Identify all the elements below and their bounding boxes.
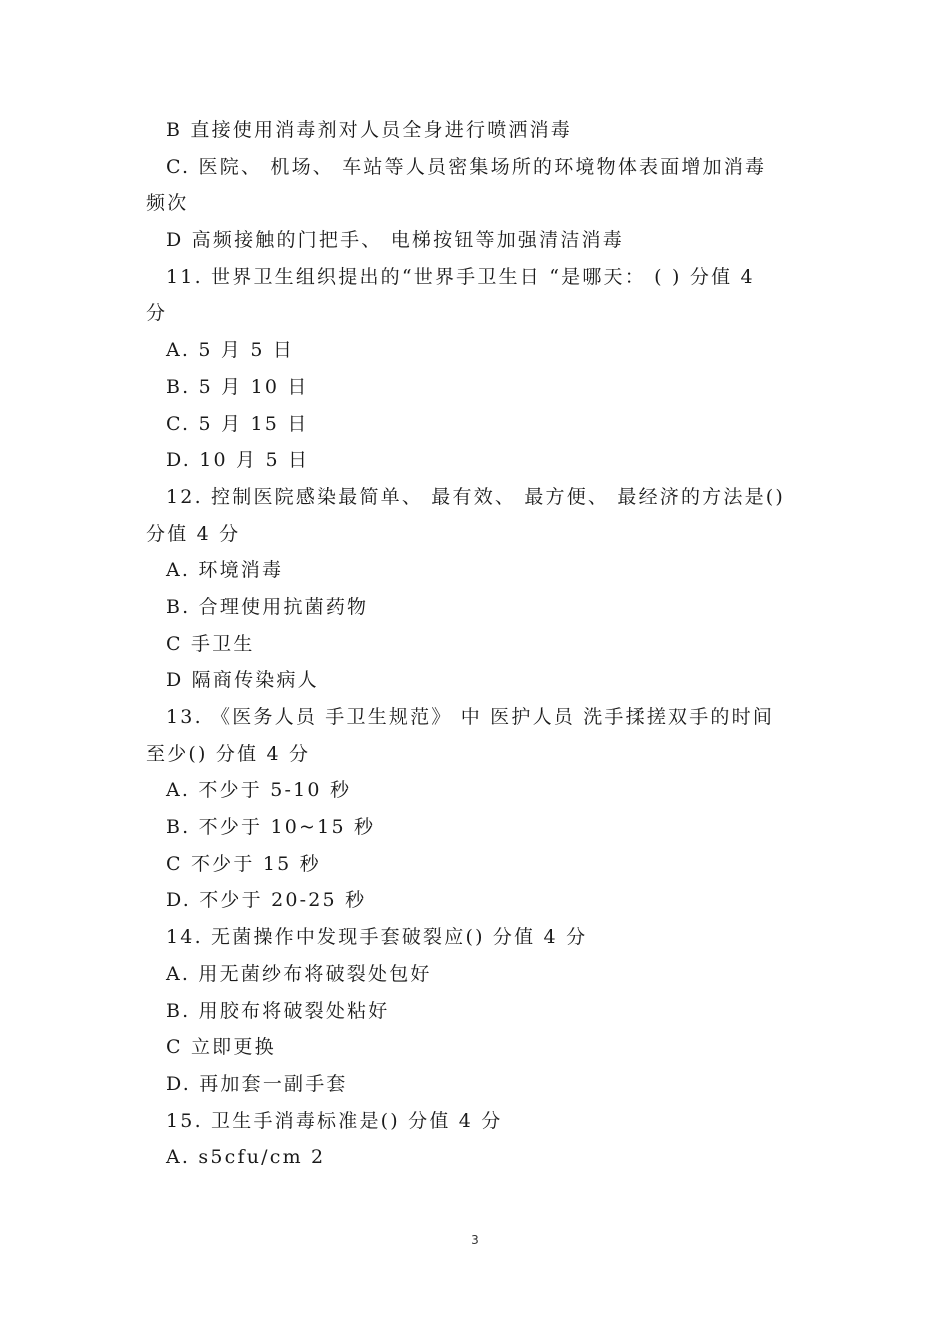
text-line: B. 5 月 10 日 xyxy=(166,375,309,398)
text-line: D. 10 月 5 日 xyxy=(166,449,310,472)
text-line: 至少() 分值 4 分 xyxy=(146,742,311,765)
text-line: C. 医院、 机场、 车站等人员密集场所的环境物体表面增加消毒 xyxy=(166,155,767,178)
page-number: 3 xyxy=(471,1233,479,1247)
text-line: A. 用无菌纱布将破裂处包好 xyxy=(166,962,432,985)
text-line: B. 不少于 10~15 秒 xyxy=(166,816,376,839)
text-line: B 直接使用消毒剂对人员全身进行喷洒消毒 xyxy=(166,119,573,141)
text-line: 13. 《医务人员 手卫生规范》 中 医护人员 洗手揉搓双手的时间 xyxy=(166,706,775,728)
text-line: D. 不少于 20-25 秒 xyxy=(166,889,367,912)
text-line: 12. 控制医院感染最简单、 最有效、 最方便、 最经济的方法是() xyxy=(166,485,786,508)
text-line: C 立即更换 xyxy=(166,1036,276,1059)
text-line: C 手卫生 xyxy=(166,632,255,655)
text-line: 15. 卫生手消毒标准是() 分值 4 分 xyxy=(166,1109,503,1132)
text-line: B. 合理使用抗菌药物 xyxy=(166,595,369,618)
text-line: A. s5cfu/cm 2 xyxy=(166,1146,326,1169)
text-line: D. 再加套一副手套 xyxy=(166,1072,348,1095)
text-line: 分值 4 分 xyxy=(146,522,241,545)
text-line: 分 xyxy=(146,302,168,325)
text-line: 11. 世界卫生组织提出的“世界手卫生日 “是哪天： ( ) 分值 4 xyxy=(166,265,755,288)
text-line: 频次 xyxy=(146,192,189,215)
document-body xyxy=(146,112,810,1176)
text-line: C 不少于 15 秒 xyxy=(166,852,321,875)
text-line: A. 5 月 5 日 xyxy=(166,339,295,362)
text-line: D 隔商传染病人 xyxy=(166,669,319,692)
text-line: C. 5 月 15 日 xyxy=(166,412,309,435)
text-line: 14. 无菌操作中发现手套破裂应() 分值 4 分 xyxy=(166,926,588,949)
text-line: B. 用胶布将破裂处粘好 xyxy=(166,999,390,1022)
text-line: D 高频接触的门把手、 电梯按钮等加强清洁消毒 xyxy=(166,229,624,252)
text-line: A. 环境消毒 xyxy=(166,559,284,582)
text-line: A. 不少于 5-10 秒 xyxy=(166,779,352,802)
